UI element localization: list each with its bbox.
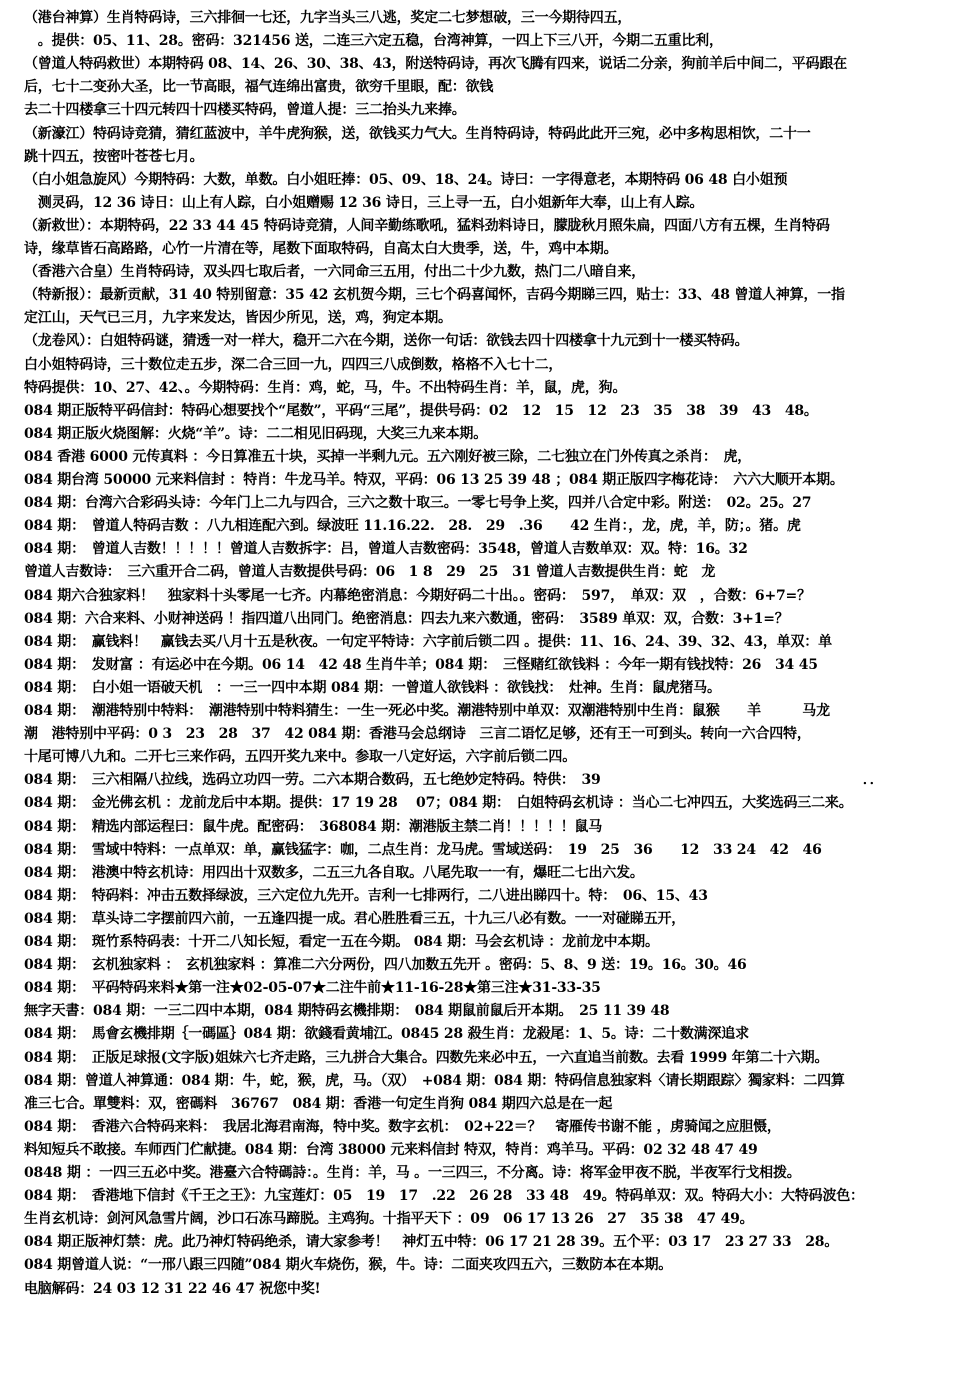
text-line: 特码提供：10、27、42、。今期特码：生肖：鸡，蛇，马，牛。不出特码生肖：羊，鼠，虎，狗。 [24, 379, 627, 396]
text-line: 测灵码，12 36 诗日：山上有人踪，白小姐赠赐 12 36 诗日，三上寻一五，白小姐新年大奉，山上有人踪。 [24, 194, 704, 211]
text-line: 084 期： 香港六合特码来料： 我居北海君南海，特中奖。数字玄机： 02+22＝？ 寄雁传书谢不能 ，虏骑闻之应胆慑， [24, 1118, 781, 1135]
text-line: 生肖玄机诗：剑河风急雪片阔，沙口石冻马蹄脱。主鸡狗。十指平天下 ：09 06 17 13 26 27 35 38 47 49。 [24, 1211, 754, 1228]
text-line: 084 期台湾 50000 元来料信封 ：特肖：牛龙马羊。特双，平码：06 13 25 39 48 ；084 期正版四字梅花诗： 六六大顺开本期。 [24, 472, 844, 488]
text-line: 084 期： 发财富 ：有运必中在今期。06 14 42 48 生肖牛羊；084 期： 三怪赌红欲钱料 ：今年一期有钱找特：26 34 45 [24, 656, 818, 673]
text-line: 。提供：05、11、28。密码：321456 送，二连三六定五稳，台湾神算，一四上下三八开，今期二五重比利， [24, 33, 723, 50]
text-line: 定江山，天气已三月，九字来发达，皆因少所见，送，鸡，狗定本期。 [24, 310, 452, 327]
text-line: 084 期六合独家料！ 独家料十头零尾一七齐。内幕绝密消息：今期好码二十出。。密码： 597， 单双：双 ，合数：6+7=？ [24, 587, 811, 604]
text-line: 084 香港 6000 元传真料 ：今日算准五十块，买掉一半剩九元。五六刚好被三除，二七独立在门外传真之杀肖： 虎， [24, 448, 752, 465]
text-line: 去二十四楼拿三十四元转四十四楼买特码，曾道人提：三二抬头九来捧。 [24, 102, 466, 119]
text-line: 084 期： 斑竹系特码表：十开二八知长短，看定一五在今期。 084 期：马会玄机诗 ：龙前龙中本期。 [24, 934, 659, 950]
text-line: 潮 港特别中平码：0 3 23 28 37 42 084 期：香港马会总纲诗 三言二语忆足够，还有王一可到头。转向一六合四特， [24, 726, 811, 743]
text-line: 084 期： 正版足球报(文字版)姐妹六七齐走路，三九拼合大集合。四数先来必中五，一六直追当前数。去看 1999 年第二十六期。 [24, 1049, 829, 1066]
text-line: （龙卷风）：白姐特码谜，猜透一对一样大，稳开二六在今期，送你一句话：欲钱去四十四楼拿十九元到十一楼买特码。 [24, 333, 749, 350]
text-line: 084 期： 草头诗二字摆前四六前，一五逢四提一成。君心胜胜看三五，十九三八必有数。一一对碰睇五开， [24, 910, 686, 927]
text-line: 十尾可博八九和。二开七三来作码，五四开奖九来中。参取一八定好运，六字前后锁二四。 [24, 749, 576, 766]
text-line: 准三七合。單雙料：双，密碼料 36767 084 期：香港一句定生肖狗 084 期四六总是在一起 [24, 1095, 613, 1112]
text-line: 084 期正版火烧图解：火烧“羊”。诗：二二相见旧码现，大奖三九来本期。 [24, 425, 488, 442]
text-line: 084 期：六合来料、小财神送码 ！指四道八出同门。绝密消息：四去九来六数通，密码： 3589 单双：双，合数：3+1=？ [24, 610, 789, 627]
text-line: 跳十四五，按密叶苍苍七月。 [24, 148, 204, 165]
text-line: 电脑解码：24 03 12 31 22 46 47 祝您中奖! [24, 1280, 321, 1297]
text-line: 084 期正版特平码信封：特码心想要找个“尾数”，平码“三尾”，提供号码：02 12 15 12 23 35 38 39 43 48。 [24, 402, 818, 419]
text-line: 料知短兵不敢接。车师西门伫献捷。084 期：台湾 38000 元来料信封 特双，特肖：鸡羊马。平码：02 32 48 47 49 [24, 1141, 758, 1158]
text-line: 084 期：台湾六合彩码头诗：今年门上二九与四合，三六之数十取三。一零七号争上奖，四并八合定中彩。附送： 02。25。27 [24, 495, 812, 512]
text-line: 084 期： 白小姐一语破天机 ：一三一四中本期 084 期：一曾道人欲钱料 ：欲钱找： 灶神。生肖：鼠虎猪马。 [24, 679, 721, 696]
text-line: 084 期： 玄机独家料 ： 玄机独家料 ：算准二六分两份，四八加数五先开 。密码：5、8、9 送：19。16。30。46 [24, 957, 747, 974]
text-line: （新救世）：本期特码，22 33 44 45 特码诗竞猜，人间辛勤练歌吼，猛料劲料诗日，朦胧秋月照朱扁，四面八方有五棵，生肖特码 [24, 217, 830, 234]
text-line: （白小姐急旋风）今期特码：大数，单数。白小姐旺捧：05、09、18、24。诗曰：一字得意老，本期特码 06 48 白小姐预 [24, 171, 788, 188]
text-line: 0848 期 ：一四三五必中奖。港臺六合特碼詩：。生肖：羊，马 。一三四三，不分离。诗：将军金甲夜不脱，半夜军行戈相拨。 [24, 1165, 801, 1181]
text-line: （曾道人特码救世）本期特码 08、14、26、30、38、43，附送特码诗，再次飞腾有四来，说话二分亲，狗前羊后中间二，平码跟在 [24, 56, 847, 73]
text-line: 084 期： 曾道人吉数！！！！！曾道人吉数拆字：吕，曾道人吉数密码：3548，曾道人吉数单双：双。特：16。32 [24, 541, 748, 558]
text-line: 084 期： 曾道人特码吉数 ：八九相连配六到。绿波旺 11.16.22. 28. 29 .36 42 生肖：，龙，虎，羊，防；。猪。虎 [24, 518, 801, 535]
text-line: （港台神算）生肖特码诗，三六排徊一七还，九字当头三八逃，奖定二七梦想破，三一今期待四五， [24, 10, 632, 26]
text-line: 084 期：曾道人神算通：084 期：牛，蛇，猴，虎，马。（双） +084 期：084 期：特码信息独家料〈请长期跟踪〉獨家料：二四算 [24, 1072, 845, 1089]
text-line: 無字天書：084 期：一三二四中本期，084 期特码玄機排期： 084 期鼠前鼠后开本期。 25 11 39 48 [24, 1003, 670, 1020]
text-line: 084 期： 赢钱料！ 赢钱去买八月十五是秋夜。一句定平特诗：六字前后锁二四 。提供：11、16、24、39、32、43，单双：单 [24, 633, 832, 650]
text-line: 084 期： 馬會玄機排期｛一碼區｝084 期：欲錢看黄埔江。0845 28 殺生肖：龙殺尾：1、5。诗：二十数满深追求 [24, 1026, 749, 1043]
text-line: （新濠江）特码诗竞猜，猜红蓝波中，羊牛虎狗猴，送，欲钱买力气大。生肖特码诗，特码此此开三宛，必中多构思相饮，二十一 [24, 125, 811, 142]
text-line: 084 期： 潮港特别中特料： 潮港特别中特料猜生：一生一死必中奖。潮港特别中单双：双潮港特别中生肖：鼠猴 羊 马龙 [24, 703, 830, 719]
text-line: 084 期曾道人说：“一邢八跟三四随”084 期火车烧伤，猴，牛。诗：二面夹攻四五六，三数防本在本期。 [24, 1257, 673, 1274]
text-line: 诗，缘草皆石高路路，心竹一片清在等，尾数下面取特码，自高太白大贵季，送，牛，鸡中本期。 [24, 241, 618, 257]
text-line: 084 期： 特码料：冲击五数择绿波，三六定位九先开。吉利一七排两行，二八进出睇四十。特： 06、15、43 [24, 887, 708, 904]
text-line: 084 期： 精选内部运程曰：鼠牛虎。配密码： 368084 期：潮港版主禁二肖！！！！！鼠马 [24, 818, 603, 835]
text-line: 084 期： 金光佛玄机 ：龙前龙后中本期。提供：17 19 28 07；084 期： 白姐特码玄机诗 ：当心二七冲四五，大奖选码三二来。 [24, 795, 853, 812]
text-line: （香港六合皇）生肖特码诗，双头四七取后者，一六同命三五用，付出二十少九数，热门二八暗自来， [24, 264, 645, 281]
text-line: 084 期： 香港地下信封《千王之王》：九宝莲灯：05 19 17 .22 26 28 33 48 49。特码单双：双。特码大小：大特码波色： [24, 1188, 864, 1205]
text-line: 084 期： 雪域中特料：一点单双：单，赢钱猛字：咖，二点生肖：龙马虎。雪域送码： 19 25 36 12 33 24 42 46 [24, 841, 822, 858]
text-line: 后，七十二变孙大圣，比一节高眼，福气连绵出富贵，欲穷千里眼，配：欲钱 [24, 79, 494, 96]
text-line: 084 期： 三六相隔八拉线，选码立功四一劳。二六本期合数码，五七绝妙定特码。特供： 39 ．． [24, 772, 884, 789]
text-line: 084 期： 平码特码来料★第一注★02-05-07★二注牛前★11-16-28★第三注★31-33-35 [24, 980, 601, 997]
text-line: 084 期： 港澳中特玄机诗：用四出十双数多，二五三九各自取。八尾先取一一有，爆旺二七出六发。 [24, 864, 644, 881]
text-line: 084 期正版神灯禁：虎。此乃神灯特码绝杀，请大家参考！ 神灯五中特：06 17 21 28 39。五个平：03 17 23 27 33 28。 [24, 1234, 839, 1251]
text-line: 白小姐特码诗，三十数位走五步，深二合三回一九，四四三八成倒数，格格不入七十二， [24, 356, 563, 373]
text-line: （特新报）：最新贡献，31 40 特别留意：35 42 玄机贺今期，三七个码喜闻怀，吉码今期睇三四，贴士：33、48 曾道人神算，一指 [24, 287, 845, 304]
text-line: 曾道人吉数诗： 三六重开合二码，曾道人吉数提供号码：06 1 8 29 25 31 曾道人吉数提供生肖：蛇 龙 [24, 564, 716, 581]
